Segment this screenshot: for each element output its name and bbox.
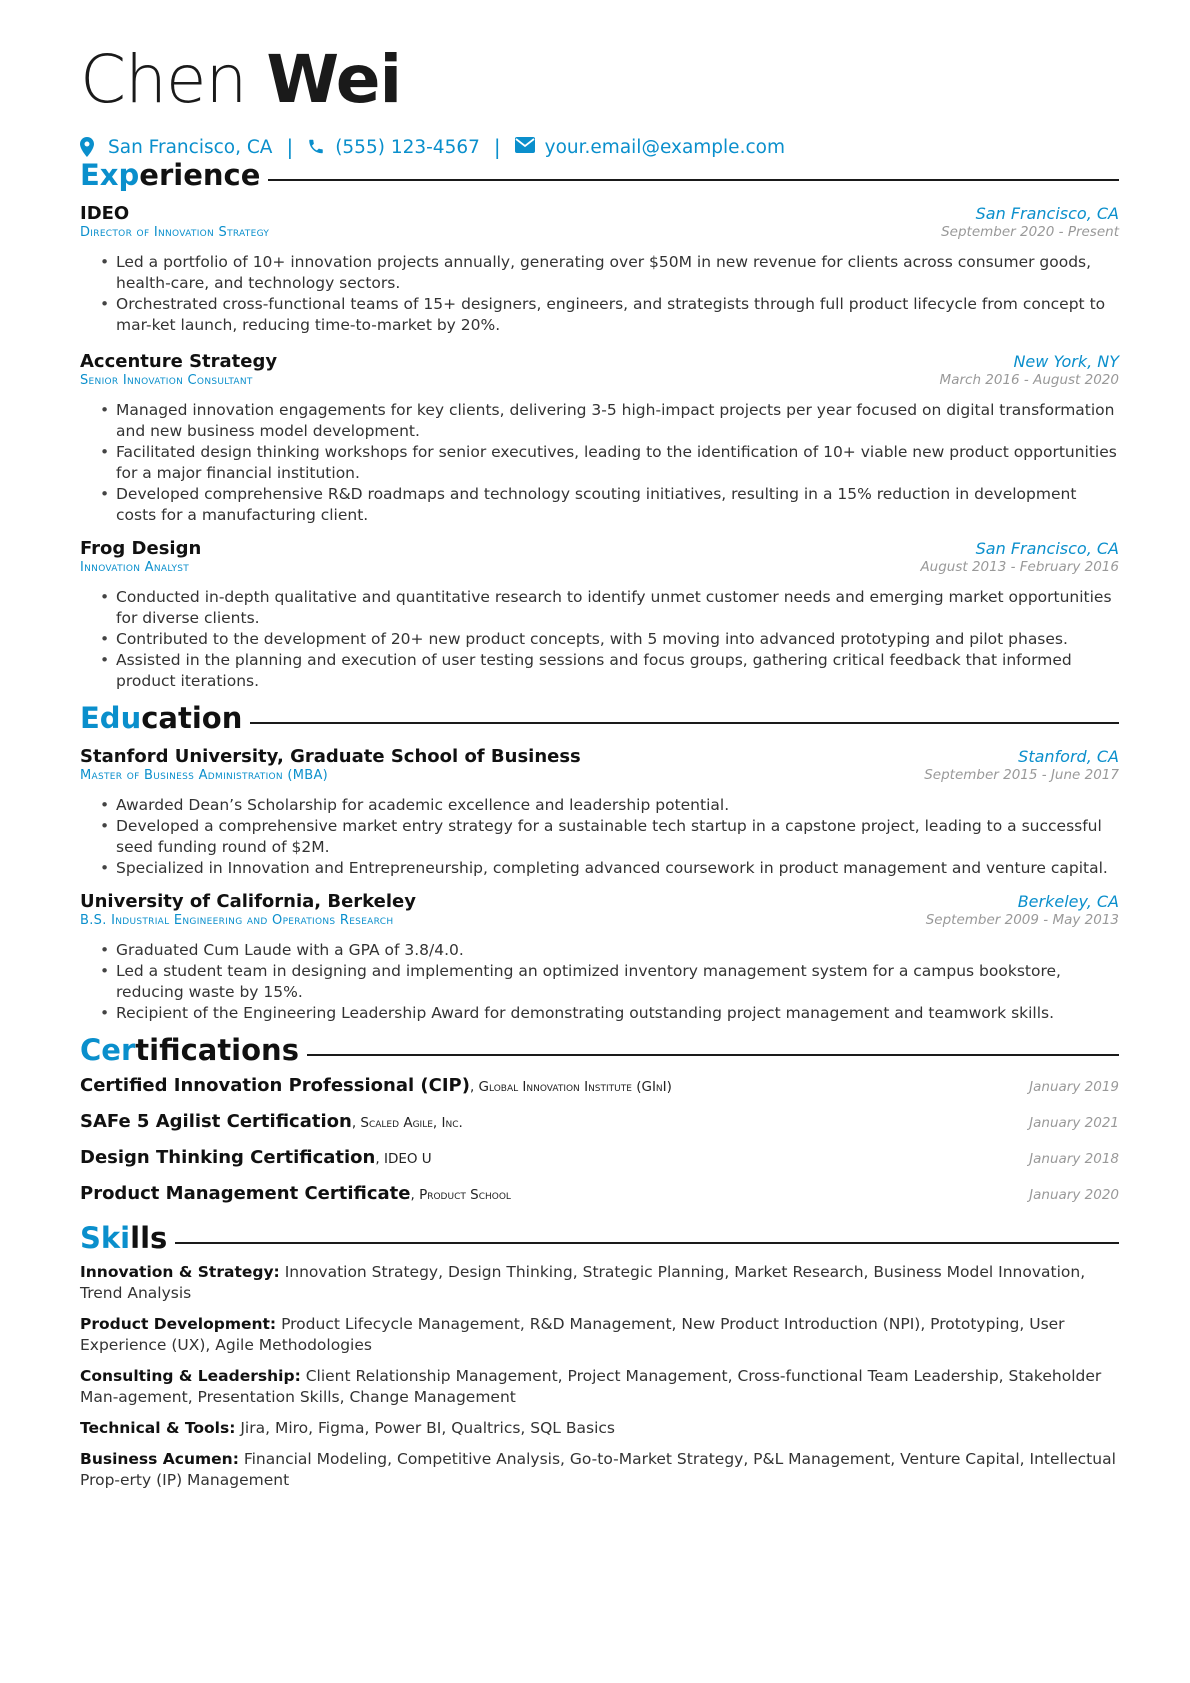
education-heading <box>80 698 1119 738</box>
skill-group <box>80 1449 1119 1491</box>
section-divider <box>268 179 1119 181</box>
bullet-list <box>80 400 1119 526</box>
certification-name: Product Management Certificate <box>80 1183 411 1204</box>
certification-issuer: , Global Innovation Institute (GInI) <box>469 1079 672 1095</box>
bullet-item: • Managed innovation engagements for key clients, delivering 3-5 high-impact projects per year focused on digital transformation and new business model development. <box>116 400 1119 442</box>
contact-separator: | <box>286 135 294 159</box>
section-title: Experience <box>80 158 261 192</box>
section-divider <box>307 1054 1119 1056</box>
section-divider <box>250 722 1119 724</box>
bullet-item: • Graduated Cum Laude with a GPA of 3.8/4.0. <box>116 940 1119 961</box>
bullet-item: • Recipient of the Engineering Leadership Award for demonstrating outstanding project management and teamwork skills. <box>116 1003 1119 1024</box>
entry-location: San Francisco, CA <box>975 204 1119 223</box>
email-link[interactable]: your.email@example.com <box>544 136 785 158</box>
bullet-item: • Specialized in Innovation and Entrepreneurship, completing advanced coursework in product management and venture capital. <box>116 858 1119 879</box>
resume-page <box>80 0 1119 1683</box>
skill-group <box>80 1366 1119 1408</box>
degree-title: Master of Business Administration (MBA) <box>80 768 329 783</box>
company-name: Frog Design <box>80 538 202 559</box>
experience-entry <box>80 538 1119 692</box>
skill-category: Innovation & Strategy: <box>80 1263 280 1281</box>
entry-dates: September 2015 - June 2017 <box>924 767 1119 783</box>
bullet-list <box>80 252 1119 336</box>
certification-name: Certified Innovation Professional (CIP) <box>80 1075 470 1096</box>
skill-category: Product Development: <box>80 1315 277 1333</box>
skill-category: Technical & Tools: <box>80 1419 236 1437</box>
certification-issuer: , IDEO U <box>375 1151 432 1167</box>
certification-name: Design Thinking Certification <box>80 1147 376 1168</box>
entry-location: San Francisco, CA <box>975 539 1119 558</box>
bullet-item: • Contributed to the development of 20+ new product concepts, with 5 moving into advanced prototyping and pilot phases. <box>116 629 1119 650</box>
certification-date: January 2018 <box>1029 1151 1119 1167</box>
bullet-list <box>80 940 1119 1024</box>
skill-list: Financial Modeling, Competitive Analysis, Go-to-Market Strategy, P&L Management, Venture Capital, Intellectual Prop-erty (IP) Management <box>80 1450 1116 1489</box>
bullet-item: • Awarded Dean’s Scholarship for academic excellence and leadership potential. <box>116 795 1119 816</box>
certification-date: January 2021 <box>1029 1115 1119 1131</box>
job-title: Director of Innovation Strategy <box>80 225 270 240</box>
certification-item <box>80 1147 1119 1175</box>
certification-issuer: , Scaled Agile, Inc. <box>351 1115 463 1131</box>
company-name: IDEO <box>80 203 130 224</box>
skill-list: Innovation Strategy, Design Thinking, Strategic Planning, Market Research, Business Model Innovation, Trend Analysis <box>80 1263 1086 1302</box>
certification-item <box>80 1183 1119 1211</box>
experience-entry <box>80 351 1119 526</box>
contact-separator: | <box>493 135 501 159</box>
bullet-item: • Led a student team in designing and implementing an optimized inventory management system for a campus bookstore, reducing waste by 15%. <box>116 961 1119 1003</box>
school-name: University of California, Berkeley <box>80 891 416 912</box>
certification-item <box>80 1075 1119 1103</box>
skill-group <box>80 1314 1119 1356</box>
degree-title: B.S. Industrial Engineering and Operations Research <box>80 913 394 928</box>
job-title: Senior Innovation Consultant <box>80 373 253 388</box>
candidate-name <box>80 40 401 120</box>
entry-dates: September 2020 - Present <box>941 224 1119 240</box>
education-entry <box>80 746 1119 879</box>
bullet-item: • Assisted in the planning and execution of user testing sessions and focus groups, gathering critical feedback that informed product iterations. <box>116 650 1119 692</box>
skill-category: Consulting & Leadership: <box>80 1367 301 1385</box>
map-pin-icon <box>80 137 98 157</box>
skill-list: Jira, Miro, Figma, Power BI, Qualtrics, SQL Basics <box>235 1419 615 1437</box>
first-name: Chen <box>80 41 247 118</box>
skill-category: Business Acumen: <box>80 1450 239 1468</box>
skill-group <box>80 1418 1119 1439</box>
education-entry <box>80 891 1119 1024</box>
certification-issuer: , Product School <box>410 1187 511 1203</box>
bullet-item: • Led a portfolio of 10+ innovation projects annually, generating over $50M in new revenue for clients across consumer goods, health-care, and technology sectors. <box>116 252 1119 294</box>
experience-heading <box>80 155 1119 195</box>
certifications-heading <box>80 1030 1119 1070</box>
bullet-item: • Conducted in-depth qualitative and quantitative research to identify unmet customer needs and emerging market opportunities for diverse clients. <box>116 587 1119 629</box>
location-text: San Francisco, CA <box>108 136 273 158</box>
bullet-item: • Facilitated design thinking workshops for senior executives, leading to the identification of 10+ viable new product opportunities for a major financial institution. <box>116 442 1119 484</box>
section-title: Certifications <box>80 1033 299 1067</box>
section-title: Skills <box>80 1221 168 1255</box>
bullet-list <box>80 587 1119 692</box>
skill-group <box>80 1262 1119 1304</box>
skills-heading <box>80 1218 1119 1258</box>
phone-text[interactable]: (555) 123-4567 <box>335 136 480 158</box>
entry-location: Berkeley, CA <box>1017 892 1119 911</box>
experience-entry <box>80 203 1119 336</box>
entry-dates: September 2009 - May 2013 <box>925 912 1119 928</box>
phone-icon <box>307 137 325 157</box>
school-name: Stanford University, Graduate School of Business <box>80 746 581 767</box>
bullet-list <box>80 795 1119 879</box>
entry-dates: August 2013 - February 2016 <box>920 559 1119 575</box>
envelope-icon <box>515 137 535 157</box>
company-name: Accenture Strategy <box>80 351 278 372</box>
entry-location: Stanford, CA <box>1018 747 1119 766</box>
section-title: Education <box>80 701 243 735</box>
skill-list: Client Relationship Management, Project Management, Cross-functional Team Leadership, Stakeholder Man-agement, Presentation Skills, Change Management <box>80 1367 1102 1406</box>
last-name: Wei <box>266 41 402 118</box>
skill-list: Product Lifecycle Management, R&D Management, New Product Introduction (NPI), Prototyping, User Experience (UX), Agile Methodologies <box>80 1315 1065 1354</box>
bullet-item: • Developed a comprehensive market entry strategy for a sustainable tech startup in a capstone project, leading to a successful seed funding round of $2M. <box>116 816 1119 858</box>
entry-location: New York, NY <box>1013 352 1119 371</box>
bullet-item: • Developed comprehensive R&D roadmaps and technology scouting initiatives, resulting in a 15% reduction in development costs for a manufacturing client. <box>116 484 1119 526</box>
certification-name: SAFe 5 Agilist Certification <box>80 1111 352 1132</box>
entry-dates: March 2016 - August 2020 <box>939 372 1119 388</box>
section-divider <box>175 1242 1119 1244</box>
certification-date: January 2020 <box>1029 1187 1119 1203</box>
bullet-item: • Orchestrated cross-functional teams of 15+ designers, engineers, and strategists through full product lifecycle from concept to mar-ket launch, reducing time-to-market by 20%. <box>116 294 1119 336</box>
certification-item <box>80 1111 1119 1139</box>
certification-date: January 2019 <box>1029 1079 1119 1095</box>
job-title: Innovation Analyst <box>80 560 190 575</box>
